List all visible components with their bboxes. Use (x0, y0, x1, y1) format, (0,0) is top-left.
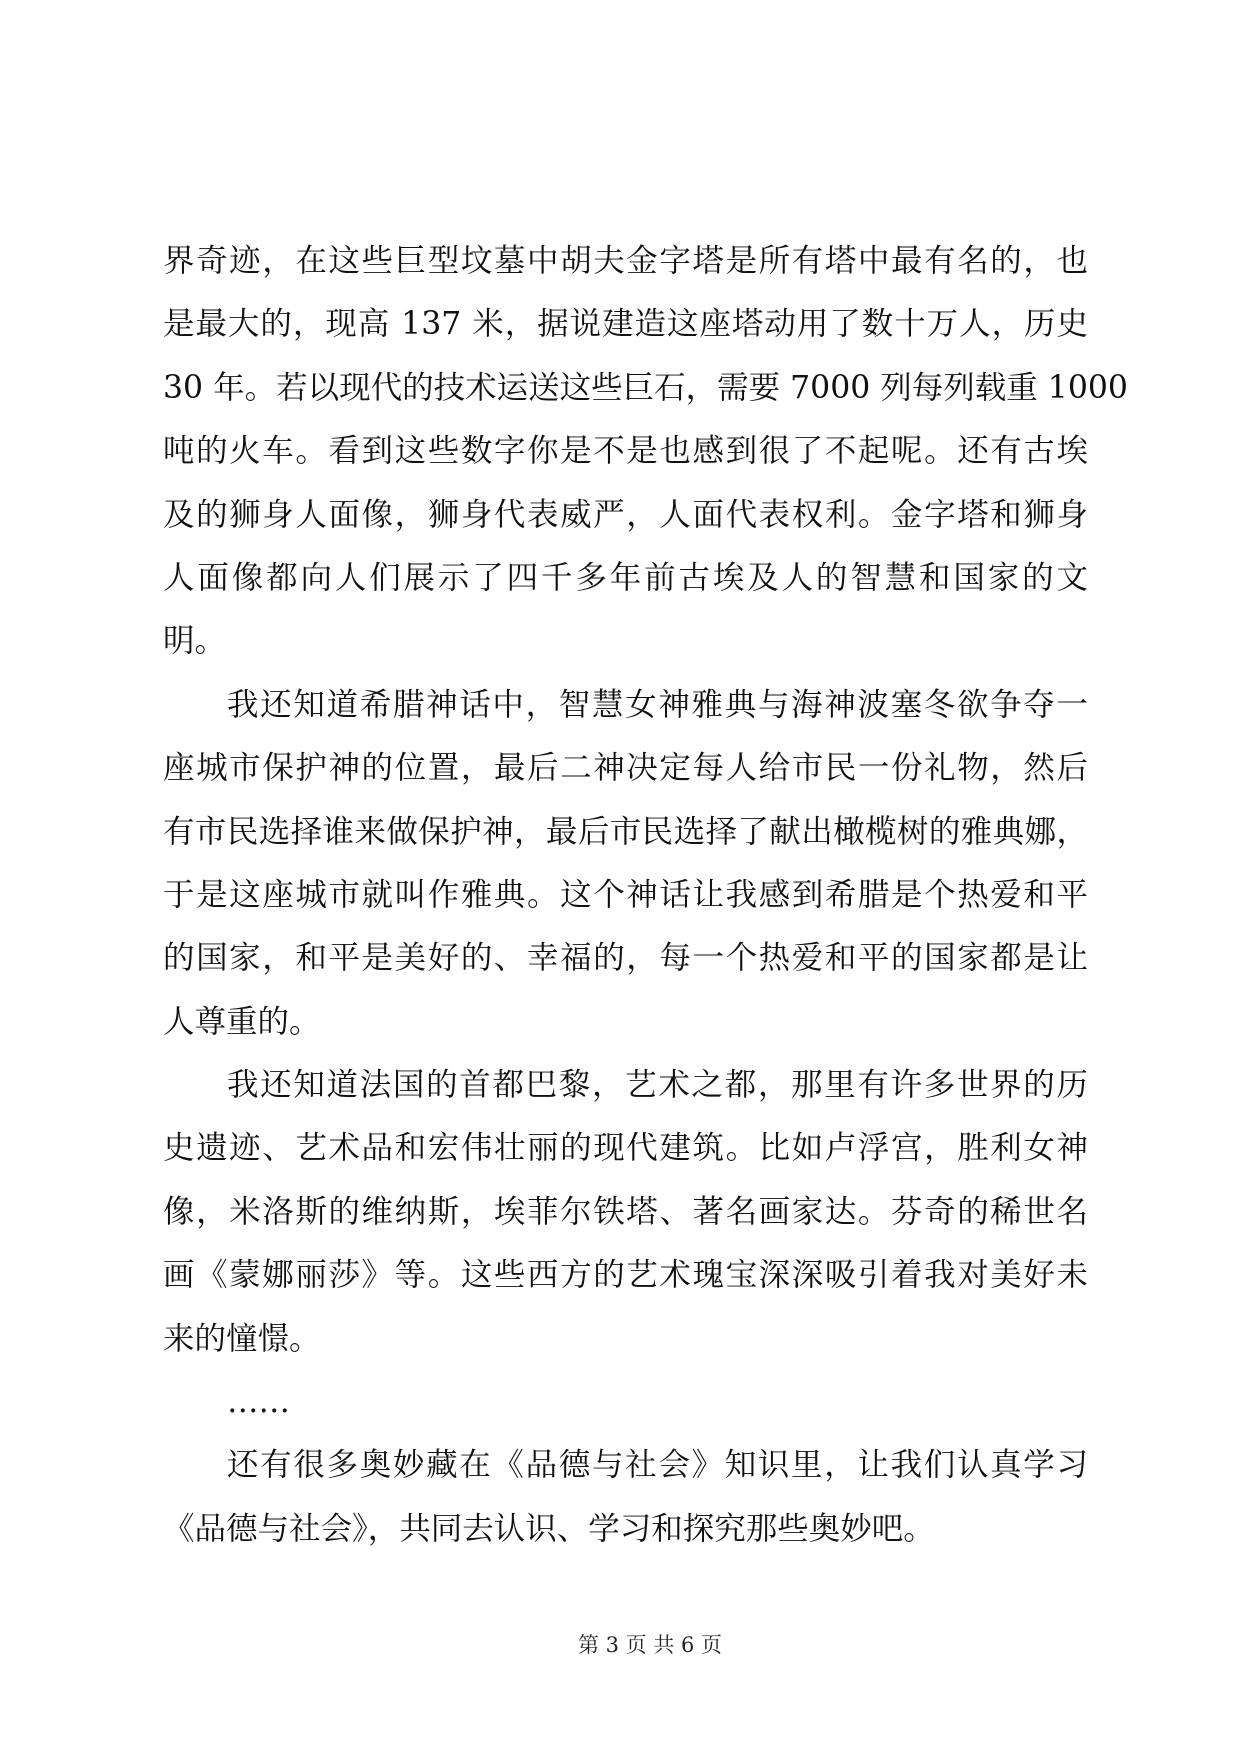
page-number-footer: 第 3 页 共 6 页 (577, 1633, 723, 1657)
text-line: 的国家，和平是美好的、幸福的，每一个热爱和平的国家都是让 (163, 940, 1088, 977)
text-line: 来的憧憬。 (163, 1320, 321, 1357)
text-line: 于是这座城市就叫作雅典。这个神话让我感到希腊是个热爱和平 (163, 876, 1088, 913)
paragraph-ellipsis (163, 1371, 1088, 1434)
text-line: 人面像都向人们展示了四千多年前古埃及人的智慧和国家的文 (163, 559, 1088, 596)
text-line: 人尊重的。 (163, 1003, 321, 1040)
text-line: 吨的火车。看到这些数字你是不是也感到很了不起呢。还有古埃 (163, 433, 1088, 470)
text-line: 有市民选择谁来做保护神，最后市民选择了献出橄榄树的雅典娜， (163, 813, 1088, 850)
paragraph-france (163, 1054, 1088, 1371)
document-body (163, 230, 1128, 1561)
paragraph-conclusion (163, 1434, 1088, 1561)
text-line: 画《蒙娜丽莎》等。这些西方的艺术瑰宝深深吸引着我对美好未 (163, 1257, 1088, 1294)
text-line: 明。 (163, 623, 227, 660)
text-line: 史遗迹、艺术品和宏伟壮丽的现代建筑。比如卢浮宫，胜利女神 (163, 1130, 1088, 1167)
paragraph-pyramids (163, 230, 1128, 674)
text-line: 像，米洛斯的维纳斯，埃菲尔铁塔、著名画家达。芬奇的稀世名 (163, 1193, 1088, 1230)
text-line: 30 年。若以现代的技术运送这些巨石，需要 7000 列每列载重 1000 (163, 369, 1128, 406)
text-line: 我还知道法国的首都巴黎，艺术之都，那里有许多世界的历 (227, 1067, 1088, 1104)
text-line: 界奇迹，在这些巨型坟墓中胡夫金字塔是所有塔中最有名的，也 (163, 243, 1088, 279)
text-line: 《品德与社会》，共同去认识、学习和探究那些奥妙吧。 (163, 1510, 935, 1547)
paragraph-greece (163, 674, 1088, 1054)
text-line: 是最大的，现高 137 米，据说建造这座塔动用了数十万人，历史 (163, 306, 1088, 343)
text-line: 我还知道希腊神话中，智慧女神雅典与海神波塞冬欲争夺一 (227, 686, 1088, 723)
text-line: 还有很多奥妙藏在《品德与社会》知识里，让我们认真学习 (227, 1447, 1088, 1484)
text-line: 及的狮身人面像，狮身代表威严，人面代表权利。金字塔和狮身 (163, 496, 1088, 533)
text-line: 座城市保护神的位置，最后二神决定每人给市民一份礼物，然后 (163, 750, 1088, 787)
ellipsis-line: …… (227, 1384, 290, 1421)
